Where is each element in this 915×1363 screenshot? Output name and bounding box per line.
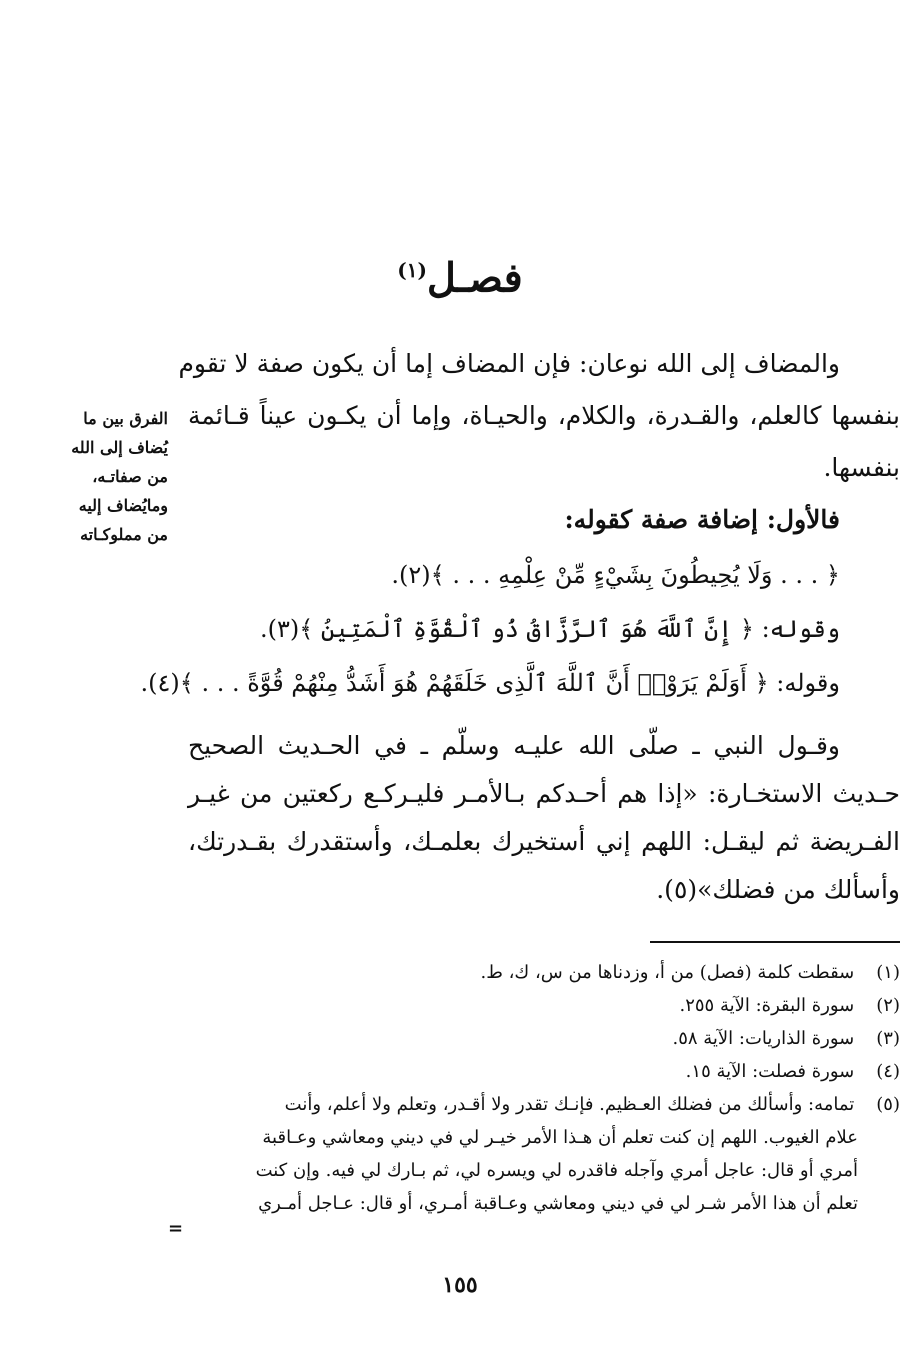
footnote-text: سورة فصلت: الآية ١٥. (685, 1061, 855, 1082)
section-title (300, 240, 620, 300)
page-number: ١٥٥ (442, 1272, 478, 1298)
footnote-number: (١) (876, 962, 900, 983)
footnote-number: (٤) (876, 1061, 900, 1082)
quran-verses (140, 548, 840, 710)
footnote-number: (٢) (876, 995, 900, 1016)
hadith-line: وقـول النبي ـ صلّى الله عليـه وسلّم ـ في الحـديث الصحيح (188, 731, 840, 760)
hadith-line: الفـريضة ثم ليقـل: اللهم إني أستخيرك بعلمـك، وأستقدرك بقـدرتك، (188, 827, 900, 856)
footnote-number: (٣) (876, 1028, 900, 1049)
paragraph-line: بنفسها. (823, 453, 900, 482)
footnote-text: سورة الذاريات: الآية ٥٨. (672, 1028, 855, 1049)
margin-note-line: من مملوكـاته (80, 525, 168, 544)
footnote (170, 1088, 900, 1121)
footnote (170, 989, 900, 1022)
footnote (170, 1055, 900, 1088)
section-title-text: فصـل (426, 254, 523, 302)
margin-note-line: الفرق بين ما (83, 409, 168, 428)
footnote-number: (٥) (876, 1094, 900, 1115)
footnote-continuation: علام الغيوب. اللهم إن كنت تعلم أن هـذا الأمر خيـر لي في ديني ومعاشي وعـاقبة (262, 1127, 858, 1148)
paragraph-line: والمضاف إلى الله نوعان: فإن المضاف إما أن يكون صفة لا تقوم (178, 349, 840, 378)
continuation-mark: = (168, 1218, 184, 1239)
margin-note-line: يُضاف إلى الله (71, 438, 168, 457)
footnotes (170, 956, 900, 1220)
verse-line: وقوله: ﴿ إِنَّ ٱللَّهَ هُوَ ٱلرَّزَّاقُ ذُو ٱلْقُوَّةِ ٱلْمَتِينُ ﴾(٣). (259, 615, 840, 643)
verse-line: ﴿ . . . وَلَا يُحِيطُونَ بِشَيْءٍ مِّنْ عِلْمِهِ . . . ﴾(٢). (391, 561, 840, 589)
footnote-divider (650, 941, 900, 943)
footnote (170, 956, 900, 989)
footnote-continuation: أمري أو قال: عاجل أمري وآجله فاقدره لي ويسره لي، ثم بـارك لي فيه. وإن كنت (255, 1160, 858, 1181)
footnote-text: سقطت كلمة (فصل) من أ، وزدناها من س، ك، ط. (480, 962, 855, 983)
footnote (170, 1022, 900, 1055)
hadith-line: حـديث الاستخـارة: «إذا هم أحـدكم بـالأمـر فليـركـع ركعتين من غيـر (188, 779, 900, 808)
footnote-text: سورة البقرة: الآية ٢٥٥. (679, 995, 855, 1016)
verse-line: وقوله: ﴿ أَوَلَمْ يَرَوْا۟ أَنَّ ٱللَّهَ ٱلَّذِى خَلَقَهُمْ هُوَ أَشَدُّ مِنْهُمْ قُوَّةً . . . ﴾(٤). (140, 669, 840, 697)
first-kind-line: فالأول: إضافة صفة كقوله: (564, 505, 840, 534)
footnote-text: تمامه: وأسألك من فضلك العـظيم. فإنـك تقدر ولا أقـدر، وتعلم ولا أعلم، وأنت (284, 1094, 855, 1115)
main-paragraph (178, 338, 900, 546)
margin-note (60, 404, 168, 549)
margin-note-line: ومايُضاف إليه (78, 496, 168, 515)
paragraph-line: بنفسها كالعلم، والقـدرة، والكلام، والحيـاة، وإما أن يكـون عيناً قـائمة (188, 401, 900, 430)
margin-note-line: من صفاتـه، (92, 467, 168, 486)
hadith-line: وأسألك من فضلك»(٥). (656, 875, 900, 904)
footnote-mark: (١) (397, 258, 427, 282)
hadith-paragraph (188, 722, 900, 914)
footnote-continuation: تعلم أن هذا الأمر شـر لي في ديني ومعاشي وعـاقبة أمـري، أو قال: عـاجل أمـري (258, 1193, 858, 1214)
